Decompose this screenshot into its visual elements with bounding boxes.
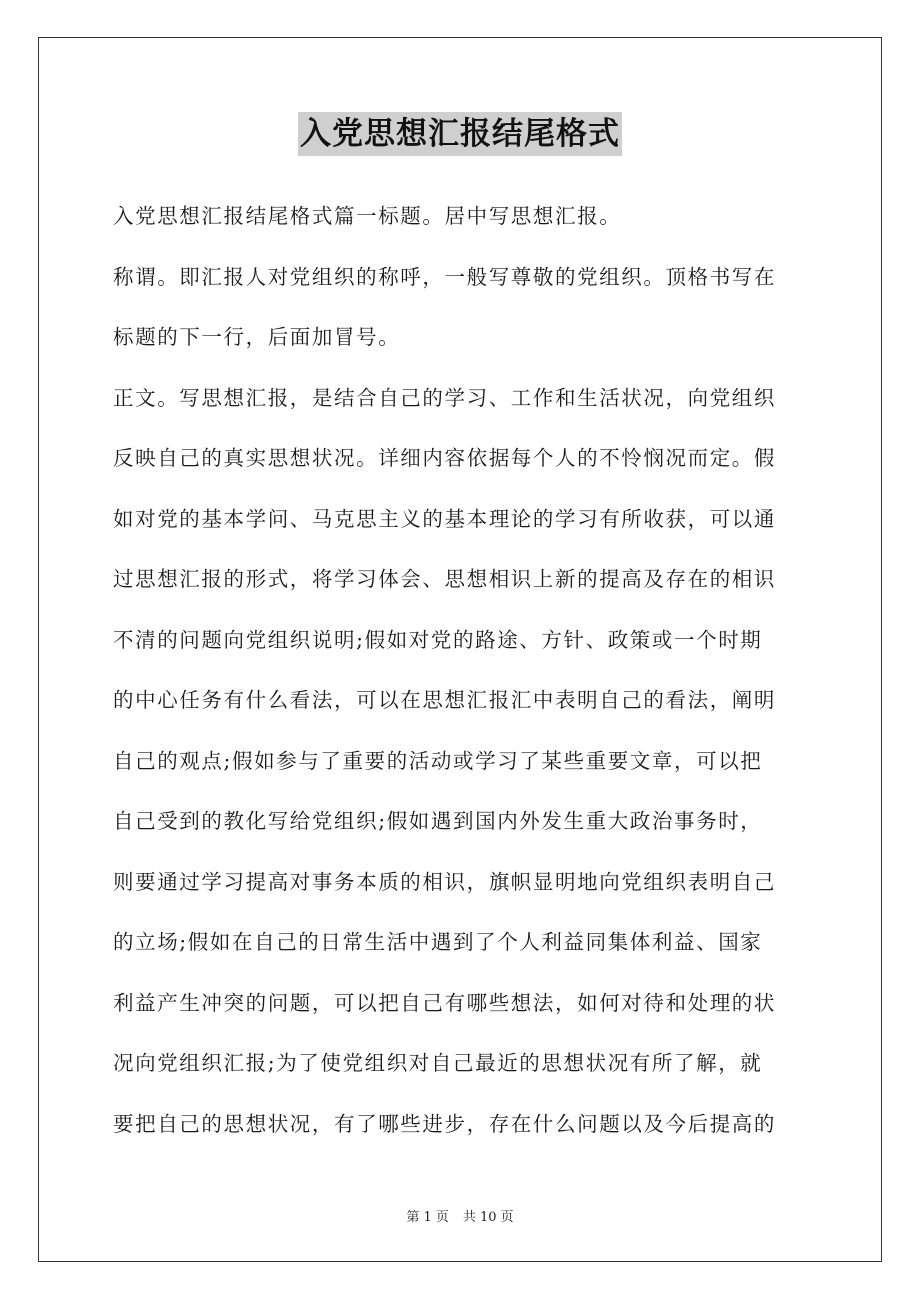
- body-line: 如对党的基本学问、马克思主义的基本理论的学习有所收获，可以通: [113, 506, 776, 531]
- body-line: 正文。写思想汇报，是结合自己的学习、工作和生活状况，向党组织: [113, 385, 776, 410]
- body-line: 利益产生冲突的问题，可以把自己有哪些想法，如何对待和处理的状: [113, 990, 776, 1015]
- body-line: 的立场;假如在自己的日常生活中遇到了个人利益同集体利益、国家: [113, 930, 763, 954]
- document-title: 入党思想汇报结尾格式: [298, 112, 622, 156]
- body-line: 不清的问题向党组织说明;假如对党的路途、方针、政策或一个时期: [113, 627, 763, 652]
- total-pages: 共 10 页: [462, 1210, 514, 1225]
- body-line: 反映自己的真实思想状况。详细内容依据每个人的不怜悯况而定。假: [113, 446, 776, 470]
- body-line: 标题的下一行，后面加冒号。: [113, 325, 401, 349]
- page-number: 第 1 页: [406, 1210, 449, 1225]
- body-line: 自己的观点;假如参与了重要的活动或学习了某些重要文章，可以把: [113, 748, 763, 773]
- document-body: [113, 186, 809, 1154]
- body-line: 自己受到的教化写给党组织;假如遇到国内外发生重大政治事务时，: [113, 809, 763, 833]
- title-container: [0, 112, 920, 156]
- body-line: 过思想汇报的形式，将学习体会、思想相识上新的提高及存在的相识: [113, 567, 776, 591]
- body-line: 入党思想汇报结尾格式篇一标题。居中写思想汇报。: [113, 204, 622, 228]
- body-line: 则要通过学习提高对事务本质的相识，旗帜显明地向党组织表明自己: [113, 869, 776, 894]
- body-line: 的中心任务有什么看法，可以在思想汇报汇中表明自己的看法，阐明: [113, 688, 776, 712]
- body-line: 况向党组织汇报;为了使党组织对自己最近的思想状况有所了解，就: [113, 1051, 763, 1075]
- page-footer: [0, 1206, 920, 1225]
- body-line: 称谓。即汇报人对党组织的称呼，一般写尊敬的党组织。顶格书写在: [113, 264, 776, 289]
- body-line: 要把自己的思想状况，有了哪些进步，存在什么问题以及今后提高的: [113, 1111, 776, 1136]
